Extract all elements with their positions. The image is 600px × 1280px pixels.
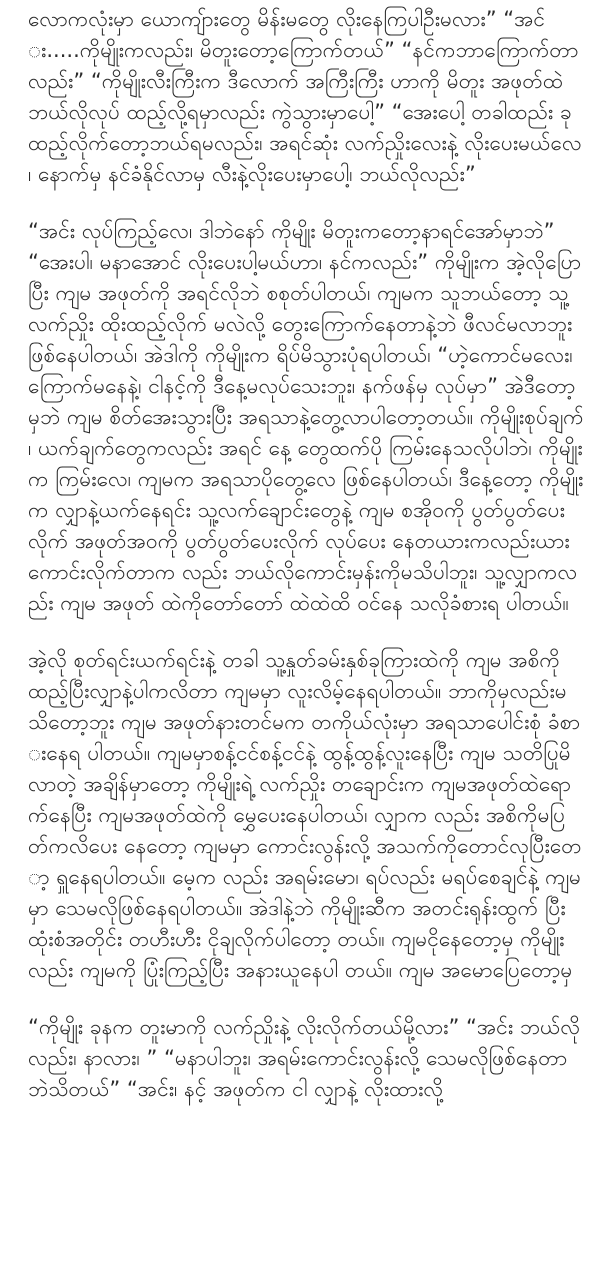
article-paragraph-3: အဲ့လို စုတ်ရင်းယက်ရင်းနဲ့ တခါ သူ့နှုတ်ခမ်းနှစ်ခုကြားထဲကို ကျမ အစိကို ထည့်ပြီးလျှာနဲ့ပါကလိတာ ကျမမှာ လူးလိမ့်နေရပါတယ်။ ဘာကိုမှလည်းမသိတော့ဘူး ကျမ အဖုတ်နားတင်မက တကိုယ်လုံးမှာ အရသာပေါင်းစုံ ခံစားနေရ ပါတယ်။ ကျမမှာစန့်ငင်စန့်ငင်နဲ့ ထွန့်ထွန့်လူးနေပြီး ကျမ သတိပြုမိလာတဲ့ အချိန်မှာတော့ ကိုမျိုးရဲ့ လက်ညှိုး တချောင်းက ကျမအဖုတ်ထဲရောက်နေပြီး ကျမအဖုတ်ထဲကို မွှေပေးနေပါတယ်၊ လျှာက လည်း အစိကိုမပြတ်ကလိပေး နေတော့ ကျမမှာ ကောင်းလွန်းလို့ အသက်ကိုတောင်လုပြီးတော့ ရှူနေရပါတယ်။ မေ့က လည်း အရမ်းမော၊ ရပ်လည်း မရပ်စေချင်နဲ့ ကျမမှာ သေမလိုဖြစ်နေရပါတယ်။ အဲဒါနဲ့ဘဲ ကိုမျိုးဆီက အတင်းရုန်းထွက် ပြီး ထုံးစံအတိုင်း တဟီးဟီး ငိုချလိုက်ပါတော့ တယ်။ ကျမငိုနေတော့မှ ကိုမျိုးလည်း ကျမကို ပြုံးကြည့်ပြီး အနားယူနေပါ တယ်။ ကျမ အမောပြေတော့မှ: [28, 648, 582, 982]
article-body: [28, 4, 584, 1131]
article-paragraph-1: လောကလုံးမှာ ယောကျ်ားတွေ မိန်းမတွေ လိုးနေကြပါဦးမလား” “အင်း.....ကိုမျိုးကလည်း၊ မိတူးတော့ကြောက်တယ်” “နင်ကဘာကြောက်တာလည်း” “ကိုမျိုးလီးကြီးက ဒီလောက် အကြီးကြီး ဟာကို မိတူး အဖုတ်ထဲ ဘယ်လိုလုပ် ထည့်လို့ရမှာလည်း ကွဲသွားမှာပေါ့” “အေးပေါ့ တခါထည်း ခု ထည့်လိုက်တော့ဘယ်ရမလည်း၊ အရင်ဆုံး လက်ညှိုးလေးနဲ့ လိုးပေးမယ်လေ၊ နောက်မှ နင်ခံနိုင်လာမှ လီးနဲ့လိုးပေးမှာပေါ့၊ ဘယ်လိုလည်း”: [28, 7, 582, 186]
article-paragraph-4: “ကိုမျိုး ခုနက တူးမာကို လက်ညှိုးနဲ့ လိုးလိုက်တယ်မို့လား” “အင်း ဘယ်လိုလည်း၊ နာလား၊ ” “မနာပါဘူး၊ အရမ်းကောင်းလွန်းလို့ သေမလိုဖြစ်နေတာဘဲသိတယ်” “အင်း၊ နင့် အဖုတ်က ငါ လျှာနဲ့ လိုးထားလို့: [28, 1015, 581, 1101]
article-paragraph-2: “အင်း လုပ်ကြည့်လေ၊ ဒါဘဲနော် ကိုမျိုး မိတူးကတော့နာရင်အော်မှာဘဲ” “အေးပါ၊ မနာအောင် လိုးပေးပါ့မယ်ဟာ၊ နင်ကလည်း” ကိုမျိုးက အဲ့လိုပြောပြီး ကျမ အဖုတ်ကို အရင်လိုဘဲ စစုတ်ပါတယ်၊ ကျမက သူဘယ်တော့ သူ့လက်ညှိုး ထိုးထည့်လိုက် မလဲလို့ တွေးကြောက်နေတာနဲ့ဘဲ ဖီလင်မလာဘူးဖြစ်နေပါတယ်၊ အဲဒါကို ကိုမျိုးက ရိပ်မိသွားပုံရပါတယ်၊ “ဟဲ့ကောင်မလေး၊ ကြောက်မနေနဲ့၊ ငါနင့်ကို ဒီနေ့မလုပ်သေးဘူး၊ နက်ဖန်မှ လုပ်မှာ” အဲဒီတော့မှဘဲ ကျမ စိတ်အေးသွားပြီး အရသာနဲ့တွေ့လာပါတော့တယ်။ ကိုမျိုးစုပ်ချက်၊ ယက်ချက်တွေကလည်း အရင် နေ့ တွေထက်ပို ကြမ်းနေသလိုပါဘဲ၊ ကိုမျိုးက ကြမ်းလေ၊ ကျမက အရသာပိုတွေ့လေ ဖြစ်နေပါတယ်၊ ဒီနေ့တော့ ကိုမျိုးက လျှာနဲ့ယက်နေရင်း သူ့လက်ချောင်းတွေနဲ့ ကျမ စအိုဝကို ပွတ်ပွတ်ပေးလိုက် အဖုတ်အဝကို ပွတ်ပွတ်ပေးလိုက် လုပ်ပေး နေတယားကလည်းယား ကောင်းလိုက်တာက လည်း ဘယ်လိုကောင်းမှန်းကိုမသိပါဘူး၊ သူ့လျှာကလည်း ကျမ အဖုတ် ထဲကိုတော်တော် ထဲထဲထိ ဝင်နေ သလိုခံစားရ ပါတယ်။: [28, 219, 584, 615]
